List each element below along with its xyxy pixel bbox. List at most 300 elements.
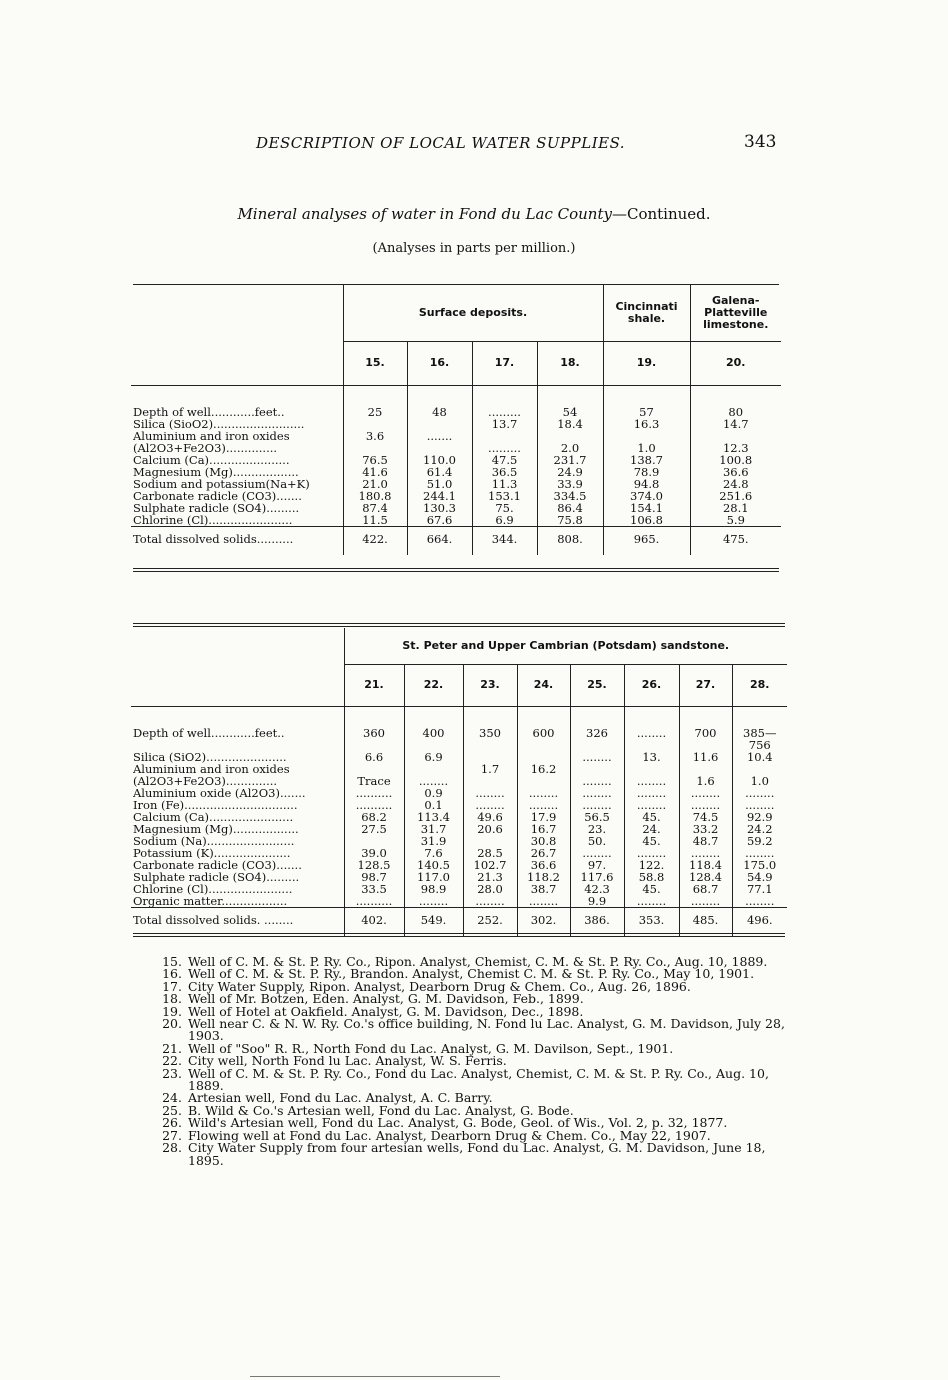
table-cell: 9.9 [570,895,624,908]
table2-column-number: 26. [624,664,679,706]
row-label: Iron (Fe)............................... [133,797,298,812]
footnote-number: 27. [162,1127,182,1143]
table-cell: ........ [624,706,679,751]
table-cell [343,442,407,454]
total-cell: 344. [472,526,537,555]
table-cell: 56.5 [570,811,624,823]
table2-bottom-rule [133,933,785,937]
table-row [131,502,781,514]
table-cell: 49.6 [463,811,517,823]
table-cell: 400 [404,706,463,751]
table-row [131,385,781,418]
total-cell: 422. [343,526,407,555]
total-label: Total dissolved solids. ........ [131,907,344,936]
table-cell: 334.5 [537,490,603,502]
row-label: Sodium and potassium(Na+K) [133,476,310,491]
table-cell: ........ [517,799,570,811]
table-cell: 36.5 [472,466,537,478]
table-cell: 11.3 [472,478,537,490]
table-cell: 1.7 [463,763,517,775]
table-cell: 98.7 [344,871,404,883]
table1-group-row [131,285,781,341]
table2-column-number: 27. [679,664,732,706]
table-cell [344,835,404,847]
table-cell [343,418,407,430]
footnote-text: Well of C. M. & St. P. Ry., Brandon. Analyst, Chemist C. M. & St. P. Ry. Co., May 10, 1901. [188,966,755,982]
table-caption [0,205,948,223]
table-row [131,490,781,502]
table-cell: 61.4 [407,466,472,478]
row-label: (Al2O3+Fe2O3).............. [133,773,278,788]
row-label: Depth of well............feet.. [133,725,285,740]
footnote-text: Well of "Soo" R. R., North Fond du Lac. Analyst, G. M. Davilson, Sept., 1901. [188,1040,674,1056]
table2-group-header: St. Peter and Upper Cambrian (Potsdam) sandstone. [344,628,787,664]
table-cell: 54 [537,385,603,418]
row-label: Chlorine (Cl)....................... [133,512,293,527]
table-cell [603,430,690,442]
table-cell [463,751,517,763]
table-cell: ........ [624,787,679,799]
table-cell [344,763,404,775]
table-cell: 58.8 [624,871,679,883]
table-cell [732,763,787,775]
table-cell: 78.9 [603,466,690,478]
table-cell [404,763,463,775]
total-row [131,526,781,555]
footnote [152,1018,792,1043]
row-label: Potassium (K)..................... [133,845,291,860]
table-cell: 45. [624,835,679,847]
table-cell: 36.6 [690,466,781,478]
table-cell: 16.7 [517,823,570,835]
footnote [152,1065,792,1094]
table1-column-number: 17. [472,341,537,385]
table-cell: 11.5 [343,514,407,527]
row-label: Sodium (Na)........................ [133,833,295,848]
table-cell: ........ [404,895,463,908]
table-cell: 110.0 [407,454,472,466]
table-row [131,763,787,775]
table-cell: ......... [472,442,537,454]
table1-column-number: 20. [690,341,781,385]
table-row [131,751,787,763]
table2-column-number: 23. [463,664,517,706]
table-cell: ........ [624,847,679,859]
table-cell: ........ [679,799,732,811]
table-cell: 180.8 [343,490,407,502]
table-cell [472,430,537,442]
table-cell: 6.9 [472,514,537,527]
row-label: Silica (SiO2)...................... [133,749,287,764]
table-row [131,466,781,478]
table-cell: 2.0 [537,442,603,454]
table-cell: 118.2 [517,871,570,883]
footnote-number: 15. [162,954,182,969]
table-row [131,430,781,442]
table-cell: 38.7 [517,883,570,895]
table1-column-number: 15. [343,341,407,385]
table-cell [570,763,624,775]
total-cell: 475. [690,526,781,555]
footnote-text: Well of C. M. & St. P. Ry. Co., Ripon. Analyst, Chemist, C. M. & St. P. Ry. Co., Aug. 10, 1889. [188,954,768,969]
table-cell: 87.4 [343,502,407,514]
table-cell: ........ [570,787,624,799]
table-cell: 24.9 [537,466,603,478]
table-cell: 33.5 [344,883,404,895]
table1-column-number: 18. [537,341,603,385]
table1-corner [131,285,343,385]
table1-group-header: Cincinnati shale. [603,285,690,341]
table-cell: 128.4 [679,871,732,883]
table-cell: 68.2 [344,811,404,823]
table-cell: 45. [624,811,679,823]
table-cell [517,775,570,787]
table-cell: 12.3 [690,442,781,454]
table-cell [463,835,517,847]
table-cell: 0.9 [404,787,463,799]
footnote-number: 18. [162,991,182,1007]
table-cell: 33.2 [679,823,732,835]
table-row [131,706,787,751]
table-cell: ........ [679,787,732,799]
table-cell: ......... [472,385,537,418]
row-label: Magnesium (Mg).................. [133,464,299,479]
table-cell: 59.2 [732,835,787,847]
table-cell: 98.9 [404,883,463,895]
table-cell: 36.6 [517,859,570,871]
table-cell: 102.7 [463,859,517,871]
table-cell: .......... [344,799,404,811]
table-cell: 130.3 [407,502,472,514]
footnote-number: 23. [162,1065,182,1081]
table-cell: 25 [343,385,407,418]
table-cell: 113.4 [404,811,463,823]
table-cell: 0.1 [404,799,463,811]
table-cell: 41.6 [343,466,407,478]
footnote-number: 19. [162,1003,182,1019]
footnote-number: 21. [162,1040,182,1056]
table-cell: 74.5 [679,811,732,823]
footnote [152,1142,792,1167]
table-cell: 27.5 [344,823,404,835]
table-cell: ........ [517,787,570,799]
table-cell: 1.6 [679,775,732,787]
table-cell: 244.1 [407,490,472,502]
total-cell: 496. [732,907,787,936]
footnotes [152,956,792,1167]
table-cell: 350 [463,706,517,751]
table-cell: 700 [679,706,732,751]
table-cell: 11.6 [679,751,732,763]
table-cell: 1.0 [732,775,787,787]
table-row [131,811,787,823]
table-cell: Trace [344,775,404,787]
table-cell: ........ [679,847,732,859]
table-cell: 122. [624,859,679,871]
table2-column-number: 22. [404,664,463,706]
table-row [131,787,787,799]
table-cell: ........ [463,895,517,908]
table-cell: 360 [344,706,404,751]
table-cell: 21.0 [343,478,407,490]
total-cell: 485. [679,907,732,936]
table-cell: 33.9 [537,478,603,490]
table-cell [463,775,517,787]
table-cell: 31.9 [404,835,463,847]
table-cell: 57 [603,385,690,418]
table-row [131,799,787,811]
table-row [131,442,781,454]
table-cell: 28.5 [463,847,517,859]
footnote-text: Artesian well, Fond du Lac. Analyst, A. C. Barry. [188,1090,493,1106]
table-cell: 42.3 [570,883,624,895]
table-cell: 75. [472,502,537,514]
table-cell: 51.0 [407,478,472,490]
table2-column-number: 25. [570,664,624,706]
table-cell: 80 [690,385,781,418]
table-row [131,883,787,895]
table-cell: 117.6 [570,871,624,883]
table-cell: 39.0 [344,847,404,859]
total-cell: 353. [624,907,679,936]
table-cell: ........ [624,895,679,908]
row-label: Silica (SioO2)......................... [133,416,305,431]
table-cell [537,430,603,442]
table-cell: 13.7 [472,418,537,430]
table-cell: ........ [463,787,517,799]
table-cell: 251.6 [690,490,781,502]
table-cell: ........ [570,799,624,811]
table2-corner [131,628,344,706]
footnote-text: City Water Supply, Ripon. Analyst, Dearborn Drug & Chem. Co., Aug. 26, 1896. [188,978,691,994]
table-cell: ........ [624,775,679,787]
table-row [131,514,781,527]
table-cell [517,751,570,763]
table-cell: 28.1 [690,502,781,514]
table-cell: 374.0 [603,490,690,502]
caption-main: Mineral analyses of water in Fond du Lac County [237,205,612,223]
table-cell: 1.0 [603,442,690,454]
table-row [131,454,781,466]
table-cell: 92.9 [732,811,787,823]
row-label: Carbonate radicle (CO3)....... [133,488,302,503]
table-row [131,823,787,835]
table2-group-row [131,628,787,664]
table-cell: 97. [570,859,624,871]
table-row [131,835,787,847]
total-cell: 664. [407,526,472,555]
table-cell: ........ [517,895,570,908]
table-cell: ........ [570,847,624,859]
table-cell: 17.9 [517,811,570,823]
table2-column-number: 24. [517,664,570,706]
table1-group-header: Surface deposits. [343,285,603,341]
total-cell: 386. [570,907,624,936]
table-row [131,775,787,787]
table-row [131,871,787,883]
total-label: Total dissolved solids.......... [131,526,343,555]
table-cell: ........ [732,895,787,908]
table-cell: 18.4 [537,418,603,430]
table-cell: ........ [732,799,787,811]
table-cell: 6.6 [344,751,404,763]
table1 [131,285,781,555]
table-cell: 128.5 [344,859,404,871]
table-cell: 94.8 [603,478,690,490]
running-head-title: DESCRIPTION OF LOCAL WATER SUPPLIES. [256,134,626,152]
table-cell: 23. [570,823,624,835]
table-cell [407,442,472,454]
table-cell: 231.7 [537,454,603,466]
footnote-number: 24. [162,1090,182,1106]
table-cell: 385—756 [732,706,787,751]
table-cell: 77.1 [732,883,787,895]
table-cell: 21.3 [463,871,517,883]
table-cell: 86.4 [537,502,603,514]
table-cell: ........ [624,799,679,811]
row-label: Aluminium and iron oxides [133,428,290,443]
footnote-number: 17. [162,978,182,994]
total-cell: 402. [344,907,404,936]
table-cell: ........ [732,847,787,859]
total-cell: 808. [537,526,603,555]
row-label: Magnesium (Mg).................. [133,821,299,836]
table2-column-number: 28. [732,664,787,706]
table-cell: 76.5 [343,454,407,466]
table-cell: .......... [344,787,404,799]
table-cell: 54.9 [732,871,787,883]
row-label: Depth of well............feet.. [133,404,285,419]
table-cell: 326 [570,706,624,751]
table-cell: 117.0 [404,871,463,883]
table-cell: 20.6 [463,823,517,835]
table-cell: 140.5 [404,859,463,871]
table-cell: 16.2 [517,763,570,775]
total-cell: 549. [404,907,463,936]
table-cell: 26.7 [517,847,570,859]
table-cell: 14.7 [690,418,781,430]
row-label: Aluminium and iron oxides [133,761,290,776]
table-row [131,847,787,859]
table-cell [624,763,679,775]
footnote-text: Flowing well at Fond du Lac. Analyst, Dearborn Drug & Chem. Co., May 22, 1907. [188,1127,711,1143]
table-cell: 31.7 [404,823,463,835]
footnote-number: 20. [162,1016,182,1032]
table-cell: 75.8 [537,514,603,527]
row-label: Carbonate radicle (CO3)....... [133,857,302,872]
table-cell: ........ [732,787,787,799]
table-cell: 118.4 [679,859,732,871]
table1-column-number: 16. [407,341,472,385]
row-label: Sulphate radicle (SO4)......... [133,869,300,884]
table-cell [679,763,732,775]
total-cell: 302. [517,907,570,936]
table-cell: 68.7 [679,883,732,895]
table-cell: ........ [570,775,624,787]
table-cell: ........ [570,751,624,763]
footnote-number: 22. [162,1053,182,1069]
table-cell: 6.9 [404,751,463,763]
table-cell: 100.8 [690,454,781,466]
table-row [131,418,781,430]
footnote-number: 26. [162,1115,182,1131]
table-row [131,895,787,908]
row-label: (Al2O3+Fe2O3).............. [133,440,278,455]
page-number: 343 [744,132,777,152]
total-row [131,907,787,936]
row-label: Organic matter.................. [133,893,288,908]
footnote-text: City Water Supply from four artesian wells, Fond du Lac. Analyst, G. M. Davidson, June 18, 1895. [188,1140,766,1168]
table1-bottom-rule [133,568,779,572]
table-cell: 48.7 [679,835,732,847]
table-cell: 600 [517,706,570,751]
table-cell: 48 [407,385,472,418]
table-cell: 50. [570,835,624,847]
table-cell: 153.1 [472,490,537,502]
table-cell: 5.9 [690,514,781,527]
table-cell: ....... [407,430,472,442]
footnote-text: Wild's Artesian well, Fond du Lac. Analyst, G. Bode, Geol. of Wis., Vol. 2, p. 32, 1877. [188,1115,728,1131]
row-label: Aluminium oxide (Al2O3)....... [133,785,306,800]
table-cell: 7.6 [404,847,463,859]
footnote-text: B. Wild & Co.'s Artesian well, Fond du Lac. Analyst, G. Bode. [188,1102,574,1118]
table-cell: 67.6 [407,514,472,527]
table-cell: 3.6 [343,430,407,442]
table-cell: 28.0 [463,883,517,895]
table-cell: 47.5 [472,454,537,466]
row-label: Calcium (Ca)...................... [133,452,290,467]
table2-column-number: 21. [344,664,404,706]
row-label: Calcium (Ca)....................... [133,809,294,824]
footnote-number: 28. [162,1140,182,1156]
table2-top-rule [133,623,785,627]
footnote-text: Well of Mr. Botzen, Eden. Analyst, G. M. Davidson, Feb., 1899. [188,991,584,1007]
table-cell: 175.0 [732,859,787,871]
table-cell: 24.8 [690,478,781,490]
table-cell: 16.3 [603,418,690,430]
table-cell: 106.8 [603,514,690,527]
table-cell: .......... [344,895,404,908]
table-cell: ........ [679,895,732,908]
table-cell: ........ [463,799,517,811]
caption-continued: —Continued. [611,205,711,223]
row-label: Sulphate radicle (SO4)......... [133,500,300,515]
footnote-number: 16. [162,966,182,982]
table1-group-header: Galena-Platteville limestone. [690,285,781,341]
footnote-text: Well of Hotel at Oakfield. Analyst, G. M. Davidson, Dec., 1898. [188,1003,584,1019]
table-cell: 13. [624,751,679,763]
table-cell [690,430,781,442]
table-cell: 154.1 [603,502,690,514]
total-cell: 252. [463,907,517,936]
footnote-text: Well of C. M. & St. P. Ry. Co., Fond du Lac. Analyst, Chemist, C. M. & St. P. Ry. Co., Aug. 10, 1889. [188,1065,769,1094]
table-subcaption: (Analyses in parts per million.) [372,241,576,256]
table-cell: 30.8 [517,835,570,847]
table-cell: 10.4 [732,751,787,763]
table-row [131,859,787,871]
footnote-number: 25. [162,1102,182,1118]
table-cell: 45. [624,883,679,895]
table2 [131,628,787,936]
table1-column-number: 19. [603,341,690,385]
table-cell: ........ [404,775,463,787]
total-cell: 965. [603,526,690,555]
table-cell: 24. [624,823,679,835]
table-cell: 24.2 [732,823,787,835]
table-row [131,478,781,490]
row-label: Chlorine (Cl)....................... [133,881,293,896]
footnote-text: Well near C. & N. W. Ry. Co.'s office building, N. Fond lu Lac. Analyst, G. M. Davidson, July 28, 1903. [188,1016,785,1044]
